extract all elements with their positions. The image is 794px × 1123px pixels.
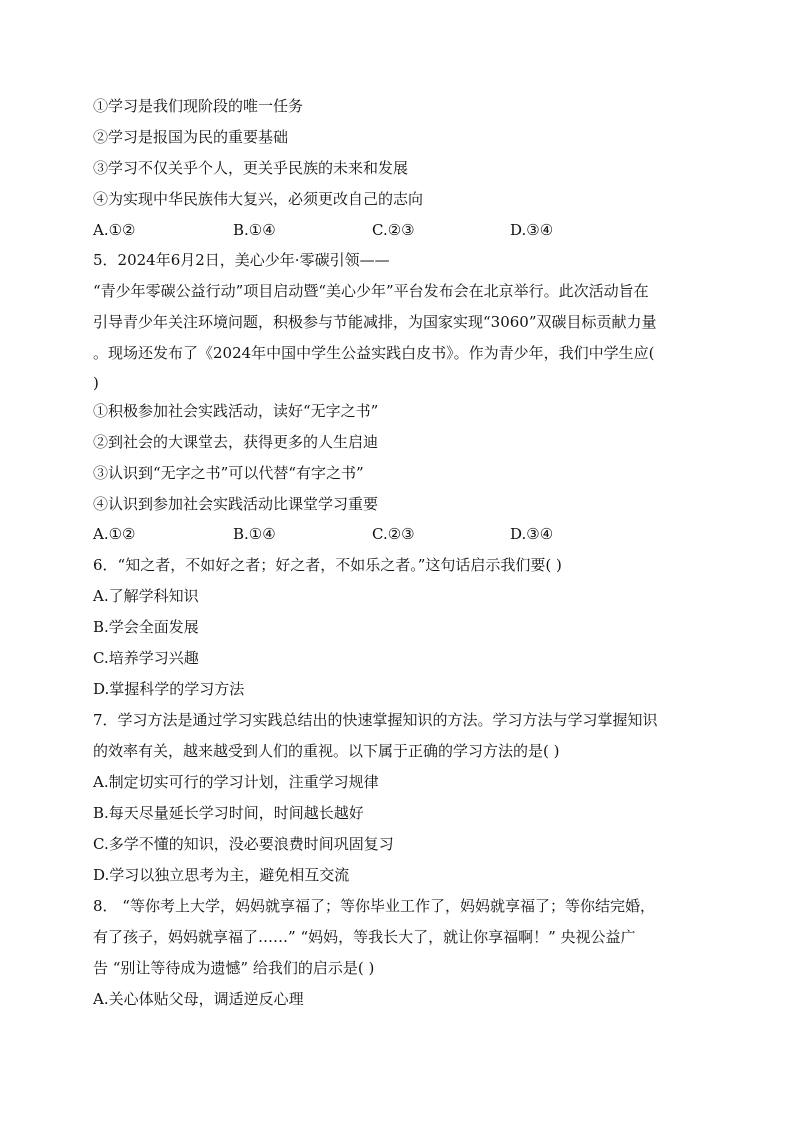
q6-choice-d[interactable]: D.掌握科学的学习方法 <box>93 680 245 698</box>
q5-statement-1: ①积极参加社会实践活动，读好“无字之书” <box>93 402 379 420</box>
q4-option-a[interactable]: A.①② <box>93 221 136 239</box>
q6-choice-a[interactable]: A.了解学科知识 <box>93 587 199 605</box>
q4-option-c[interactable]: C.②③ <box>372 221 415 239</box>
q7-choice-d[interactable]: D.学习以独立思考为主，避免相互交流 <box>93 866 350 884</box>
q5-options <box>93 524 713 544</box>
q5-option-c[interactable]: C.②③ <box>372 525 415 543</box>
q5-stem-line-5: ) <box>93 374 99 392</box>
q4-option-d[interactable]: D.③④ <box>510 221 554 239</box>
q8-stem-line-3: 告 “别让等待成为遗憾” 给我们的启示是( ) <box>93 959 375 977</box>
q5-statement-4: ④认识到参加社会实践活动比课堂学习重要 <box>93 495 379 513</box>
q4-options <box>93 220 713 240</box>
q7-stem-line-2: 的效率有关，越来越受到人们的重视。以下属于正确的学习方法的是( ) <box>93 742 560 760</box>
q7-choice-a[interactable]: A.制定切实可行的学习计划，注重学习规律 <box>93 773 379 791</box>
q4-option-b[interactable]: B.①④ <box>233 221 276 239</box>
q5-statement-3: ③认识到“无字之书”可以代替“有字之书” <box>93 464 364 482</box>
q4-statement-3: ③学习不仅关乎个人，更关乎民族的未来和发展 <box>93 159 409 177</box>
q4-statement-2: ②学习是报国为民的重要基础 <box>93 128 289 146</box>
q5-stem-line-3: 引导青少年关注环境问题，积极参与节能减排，为国家实现“3060”双碳目标贡献力量 <box>93 313 657 331</box>
q7-choice-b[interactable]: B.每天尽量延长学习时间，时间越长越好 <box>93 804 364 822</box>
q5-stem-line-2: “青少年零碳公益行动”项目启动暨“美心少年”平台发布会在北京举行。此次活动旨在 <box>93 282 649 300</box>
q5-option-a[interactable]: A.①② <box>93 525 136 543</box>
q6-stem: 6．“知之者，不如好之者；好之者，不如乐之者。”这句话启示我们要( ) <box>93 556 562 574</box>
q4-statement-4: ④为实现中华民族伟大复兴，必须更改自己的志向 <box>93 190 424 208</box>
q5-stem-line-4: 。现场还发布了《2024年中国中学生公益实践白皮书》。作为青少年，我们中学生应( <box>93 344 655 362</box>
q8-stem-line-1: 8． “等你考上大学，妈妈就享福了；等你毕业工作了，妈妈就享福了；等你结完婚， <box>93 897 655 915</box>
q7-stem-line-1: 7．学习方法是通过学习实践总结出的快速掌握知识的方法。学习方法与学习掌握知识 <box>93 711 658 729</box>
q5-statement-2: ②到社会的大课堂去，获得更多的人生启迪 <box>93 433 379 451</box>
q6-choice-c[interactable]: C.培养学习兴趣 <box>93 649 199 667</box>
q4-statement-1: ①学习是我们现阶段的唯一任务 <box>93 97 304 115</box>
q5-option-b[interactable]: B.①④ <box>233 525 276 543</box>
q8-choice-a[interactable]: A.关心体贴父母，调适逆反心理 <box>93 990 304 1008</box>
q6-choice-b[interactable]: B.学会全面发展 <box>93 618 199 636</box>
q8-stem-line-2: 有了孩子，妈妈就享福了……” “妈妈，等我长大了，就让你享福啊！” 央视公益广 <box>93 928 636 946</box>
q7-choice-c[interactable]: C.多学不懂的知识，没必要浪费时间巩固复习 <box>93 835 394 853</box>
q5-stem-line-1: 5．2024年6月2日，美心少年·零碳引领—— <box>93 251 390 269</box>
q5-option-d[interactable]: D.③④ <box>510 525 554 543</box>
